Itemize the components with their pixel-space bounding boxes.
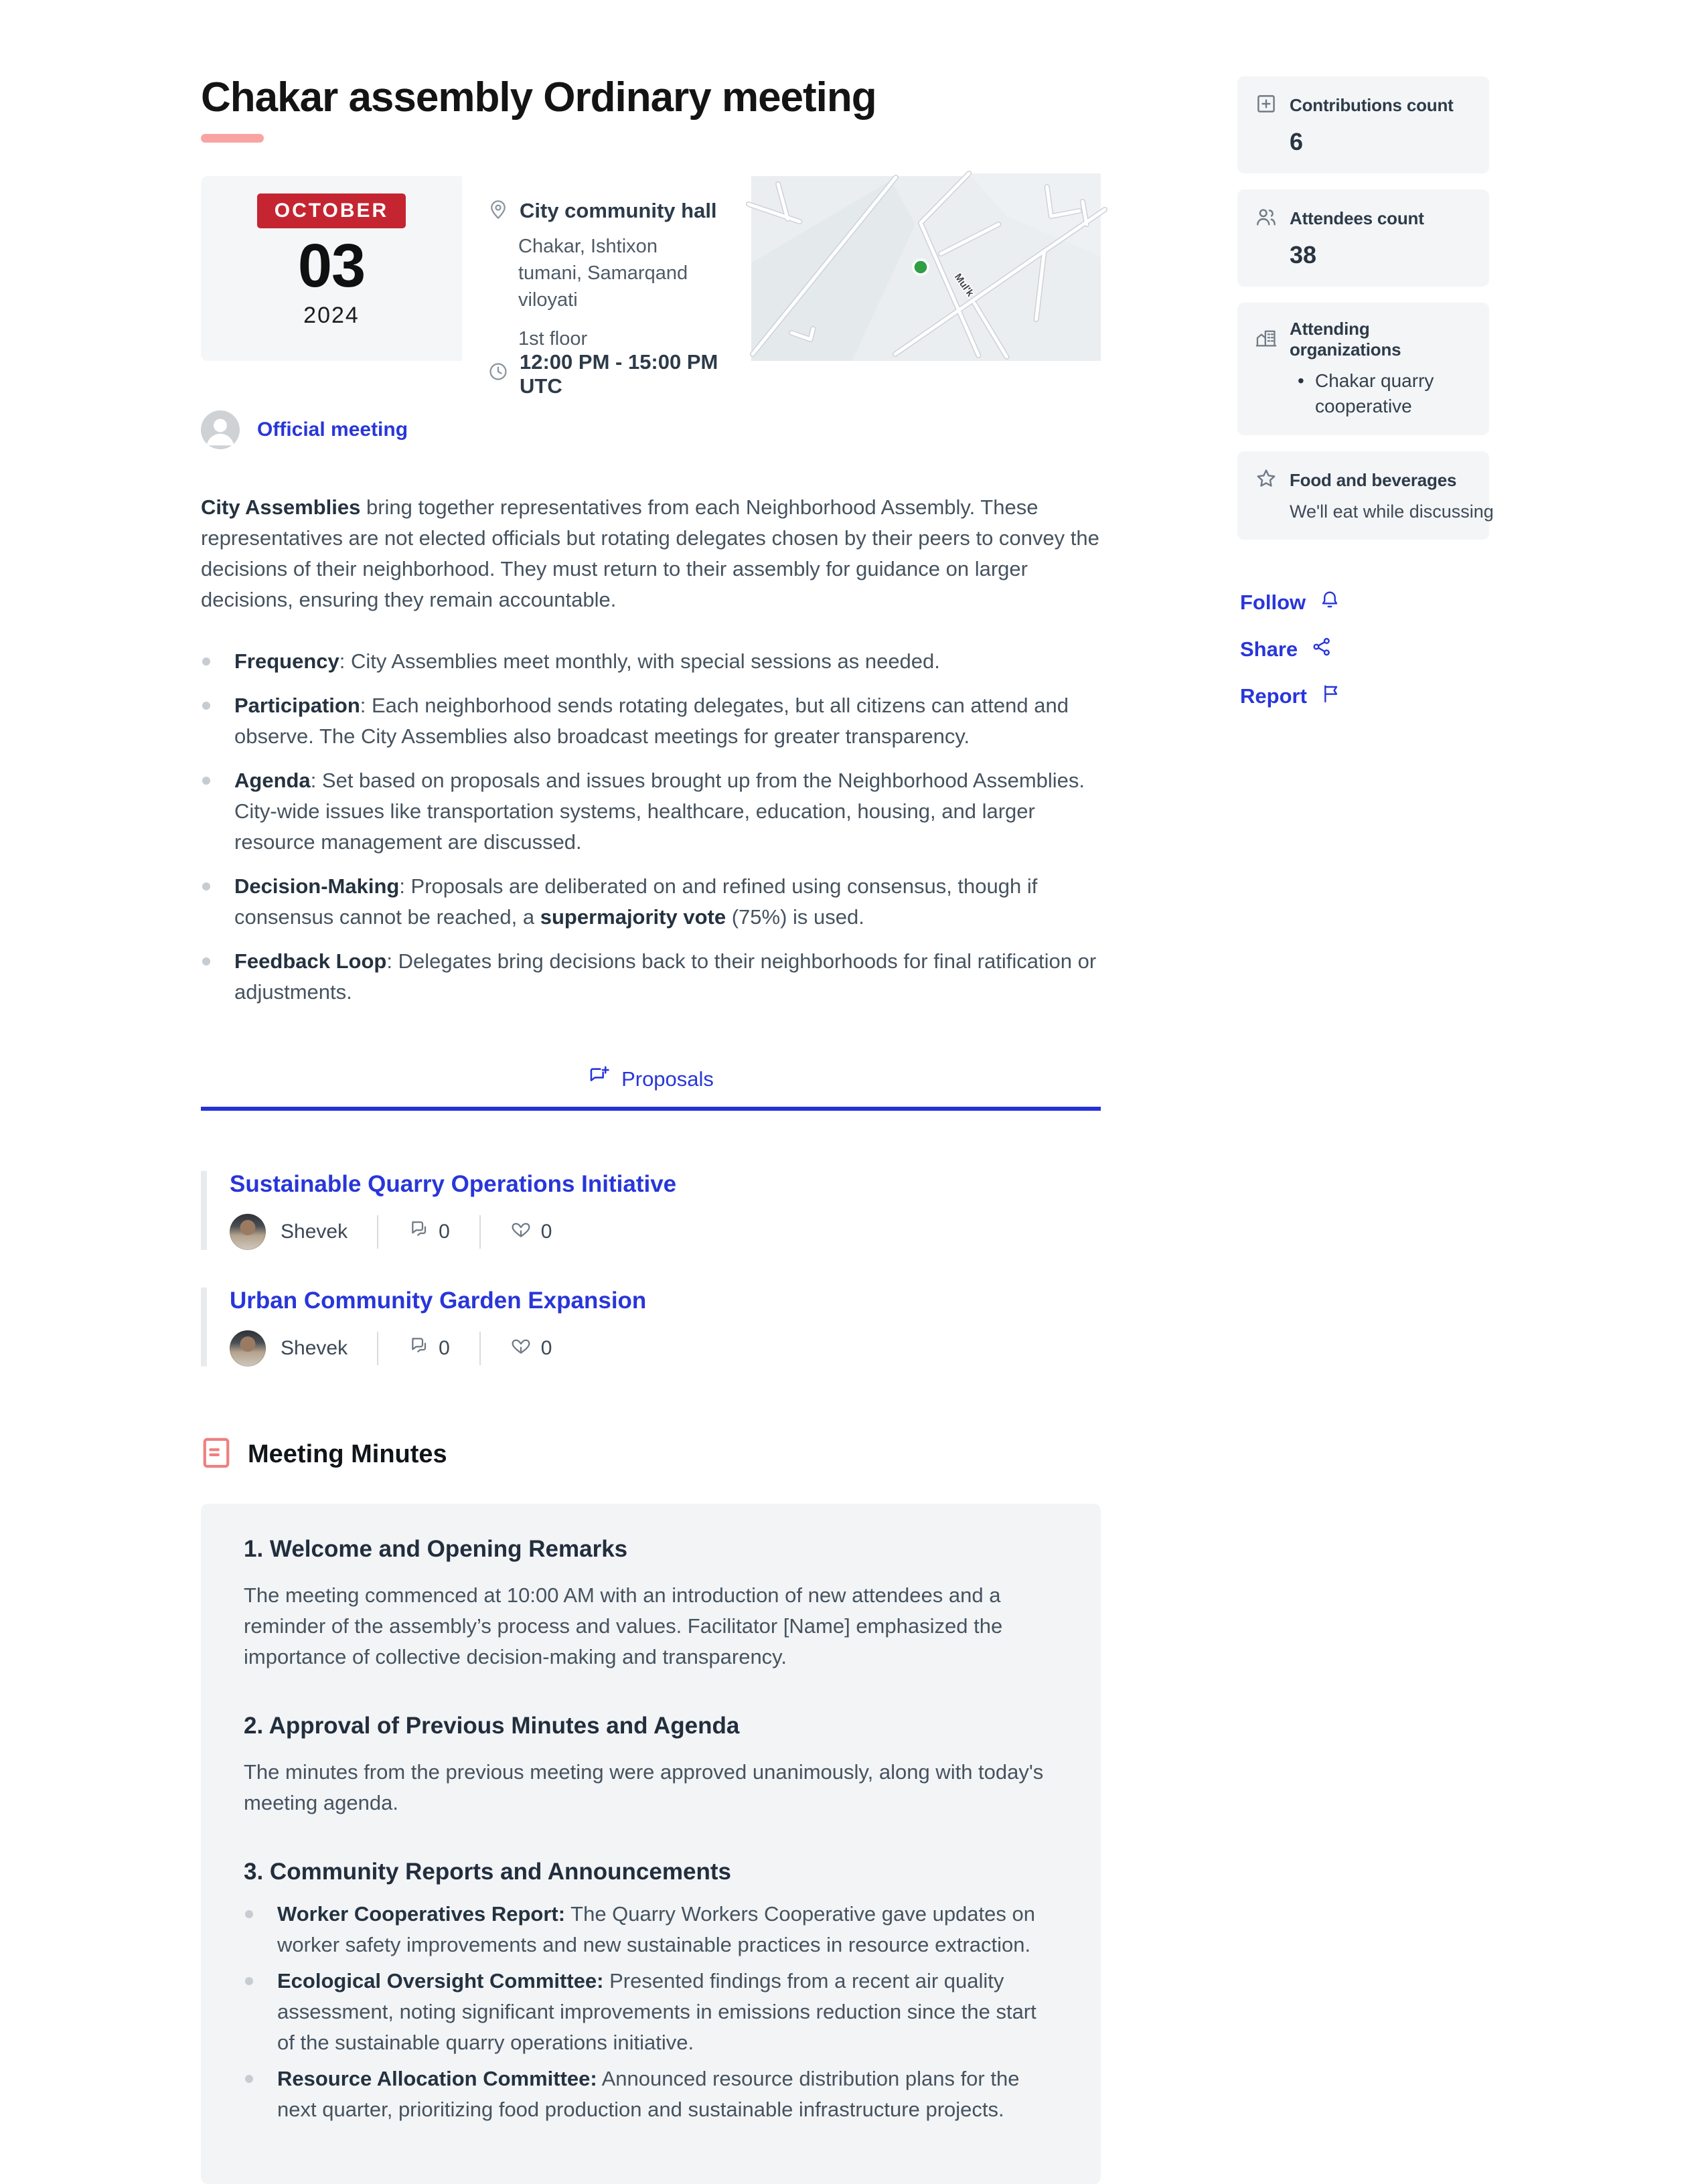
bullet-text: (75%) is used. <box>726 905 864 929</box>
proposals-section-label: Proposals <box>621 1067 714 1091</box>
author-name[interactable]: Shevek <box>281 1337 348 1360</box>
bullet-term: Participation <box>234 694 360 718</box>
bullet-text: The Quarry Workers Cooperative gave updates on worker safety improvements and new sustainable practices in resource extraction. <box>277 1902 1035 1957</box>
food-and-beverages-value: We'll eat while discussing <box>1290 501 1494 522</box>
map-street-label: Mul'k <box>951 271 976 299</box>
proposal-card <box>201 1288 1101 1367</box>
endorsements-count <box>510 1219 552 1245</box>
event-time: 12:00 PM - 15:00 PM UTC <box>520 350 718 398</box>
minutes-heading: Meeting Minutes <box>248 1440 447 1469</box>
food-and-beverages-card <box>1237 451 1494 540</box>
map-graphic <box>751 176 1101 361</box>
organization-item: • Chakar quarry cooperative <box>1295 368 1473 419</box>
share-button[interactable] <box>1240 636 1489 663</box>
attending-organizations-card <box>1237 303 1489 435</box>
location-floor: 1st floor <box>518 328 588 350</box>
event-day: 03 <box>297 232 366 301</box>
main-column <box>201 0 1101 2184</box>
bullet-term: Frequency <box>234 649 339 674</box>
location-address: Chakar, Ishtixon tumani, Samarqand viloyati <box>518 236 688 311</box>
minutes-section-body: The meeting commenced at 10:00 AM with an introduction of new attendees and a reminder of the assembly’s process and values. Facilitator [Name] emphasized the importance of collective decision-making and transparency. <box>244 1583 1003 1669</box>
follow-label: Follow <box>1240 591 1306 614</box>
bullet-term: supermajority vote <box>540 905 726 929</box>
list-item <box>201 871 1101 933</box>
minutes-section-body: The minutes from the previous meeting were approved unanimously, along with today's meeting agenda. <box>244 1760 1044 1815</box>
list-item <box>201 946 1101 1008</box>
title-decorator <box>201 134 264 143</box>
list-item <box>244 2063 1058 2125</box>
list-item <box>244 1899 1058 1960</box>
report-label: Report <box>1240 684 1307 708</box>
document-icon <box>201 1436 232 1473</box>
minutes-bullet-list <box>244 1899 1058 2125</box>
proposal-title-link[interactable]: Urban Community Garden Expansion <box>230 1288 647 1314</box>
location-name: City community hall <box>520 199 717 223</box>
list-item <box>201 765 1101 858</box>
avatar <box>201 410 240 449</box>
comments-count <box>408 1335 450 1362</box>
description-intro <box>201 492 1101 615</box>
report-button[interactable] <box>1240 683 1489 710</box>
card-label: Contributions count <box>1290 95 1454 115</box>
endorsements-value: 0 <box>540 1221 552 1243</box>
author-avatar <box>230 1214 266 1250</box>
official-meeting-badge[interactable]: Official meeting <box>257 418 408 441</box>
bullet-term: Ecological Oversight Committee: <box>277 1969 604 1993</box>
comments-icon <box>408 1335 429 1362</box>
official-meeting-row <box>201 410 1101 449</box>
minutes-box <box>201 1504 1101 2184</box>
bullet-text: : Proposals are deliberated on and refined using consensus, though if consensus cannot be reached, a <box>234 874 1038 929</box>
intro-bold: City Assemblies <box>201 495 361 520</box>
comments-count <box>408 1219 450 1245</box>
organizations-list <box>1295 368 1473 419</box>
contributions-count-value: 6 <box>1290 128 1304 155</box>
intro-text: bring together representatives from each Neighborhood Assembly. These representatives are not elected officials but rotating delegates chosen by their peers to convey the decisions of their neighborhood. They must return to their assembly for guidance on larger decisions, ensuring they remain accountable. <box>201 495 1099 612</box>
bullet-term: Decision-Making <box>234 874 400 899</box>
endorsement-heart-icon <box>510 1335 532 1362</box>
organization-icon <box>1255 327 1278 353</box>
list-item <box>244 1966 1058 2058</box>
proposal-title-link[interactable]: Sustainable Quarry Operations Initiative <box>230 1171 677 1198</box>
bullet-text: Presented findings from a recent air quality assessment, noting significant improvements in emissions reduction since the start of the sustainable quarry operations initiative. <box>277 1969 1036 2055</box>
people-icon <box>1255 206 1278 232</box>
bullet-text: : Delegates bring decisions back to their neighborhoods for final ratification or adjustments. <box>234 949 1097 1004</box>
sidebar <box>1237 76 1494 730</box>
event-date <box>201 176 462 361</box>
bullet-text: : Set based on proposals and issues brought up from the Neighborhood Assemblies. City-wide issues like transportation systems, healthcare, education, housing, and larger resource management are discussed. <box>234 769 1085 854</box>
proposal-meta <box>230 1214 1101 1250</box>
endorsements-count <box>510 1335 552 1362</box>
list-item <box>201 690 1101 752</box>
bell-icon <box>1319 589 1340 616</box>
comments-value: 0 <box>439 1337 450 1360</box>
meta-divider <box>377 1332 378 1365</box>
minutes-section-title: 3. Community Reports and Announcements <box>244 1859 731 1885</box>
bullet-text: : Each neighborhood sends rotating delegates, but all citizens can attend and observe. The City Assemblies also broadcast meetings for greater transparency. <box>234 694 1069 749</box>
event-month-badge: OCTOBER <box>257 193 406 228</box>
card-label: Food and beverages <box>1290 470 1457 490</box>
map-pin-icon <box>487 199 509 224</box>
meta-divider <box>479 1332 481 1365</box>
flag-icon <box>1320 683 1342 710</box>
proposal-add-icon <box>588 1065 611 1093</box>
card-label: Attendees count <box>1290 208 1424 228</box>
proposal-meta <box>230 1330 1101 1367</box>
event-year: 2024 <box>303 302 360 328</box>
event-location-panel <box>462 176 751 398</box>
bullet-term: Resource Allocation Committee: <box>277 2067 597 2091</box>
attendees-count-value: 38 <box>1290 241 1317 268</box>
meta-divider <box>479 1215 481 1249</box>
author-name[interactable]: Shevek <box>281 1221 348 1243</box>
minutes-heading-row <box>201 1436 1101 1473</box>
bullet-term: Agenda <box>234 769 311 793</box>
bullet-term: Feedback Loop <box>234 949 387 973</box>
map-thumbnail[interactable] <box>751 176 1101 361</box>
list-item <box>201 646 1101 677</box>
bullet-term: Worker Cooperatives Report: <box>277 1902 566 1926</box>
comments-icon <box>408 1219 429 1245</box>
page-title: Chakar assembly Ordinary meeting <box>201 74 876 121</box>
minutes-section-title: 1. Welcome and Opening Remarks <box>244 1536 628 1563</box>
card-label: Attending organizations <box>1290 319 1401 360</box>
proposal-card <box>201 1171 1101 1250</box>
description-list <box>201 646 1101 1008</box>
bullet-text: : City Assemblies meet monthly, with special sessions as needed. <box>339 649 940 674</box>
share-label: Share <box>1240 637 1298 661</box>
star-icon <box>1255 467 1278 493</box>
proposals-section-divider <box>201 1065 1101 1111</box>
meta-divider <box>377 1215 378 1249</box>
sidebar-actions <box>1237 589 1489 710</box>
map-marker <box>913 260 928 275</box>
clock-icon <box>487 361 509 388</box>
proposals-section-link[interactable] <box>588 1065 714 1093</box>
attendees-count-card <box>1237 189 1489 287</box>
author-avatar <box>230 1330 266 1367</box>
endorsement-heart-icon <box>510 1219 532 1245</box>
follow-button[interactable] <box>1240 589 1489 616</box>
contributions-count-card <box>1237 76 1489 173</box>
endorsements-value: 0 <box>540 1337 552 1360</box>
minutes-section-title: 2. Approval of Previous Minutes and Agenda <box>244 1713 740 1739</box>
comments-value: 0 <box>439 1221 450 1243</box>
share-nodes-icon <box>1311 636 1332 663</box>
add-box-icon <box>1255 92 1278 119</box>
event-card <box>201 176 1101 398</box>
bullet-text: Announced resource distribution plans for the next quarter, prioritizing food production and sustainable infrastructure projects. <box>277 2067 1020 2122</box>
